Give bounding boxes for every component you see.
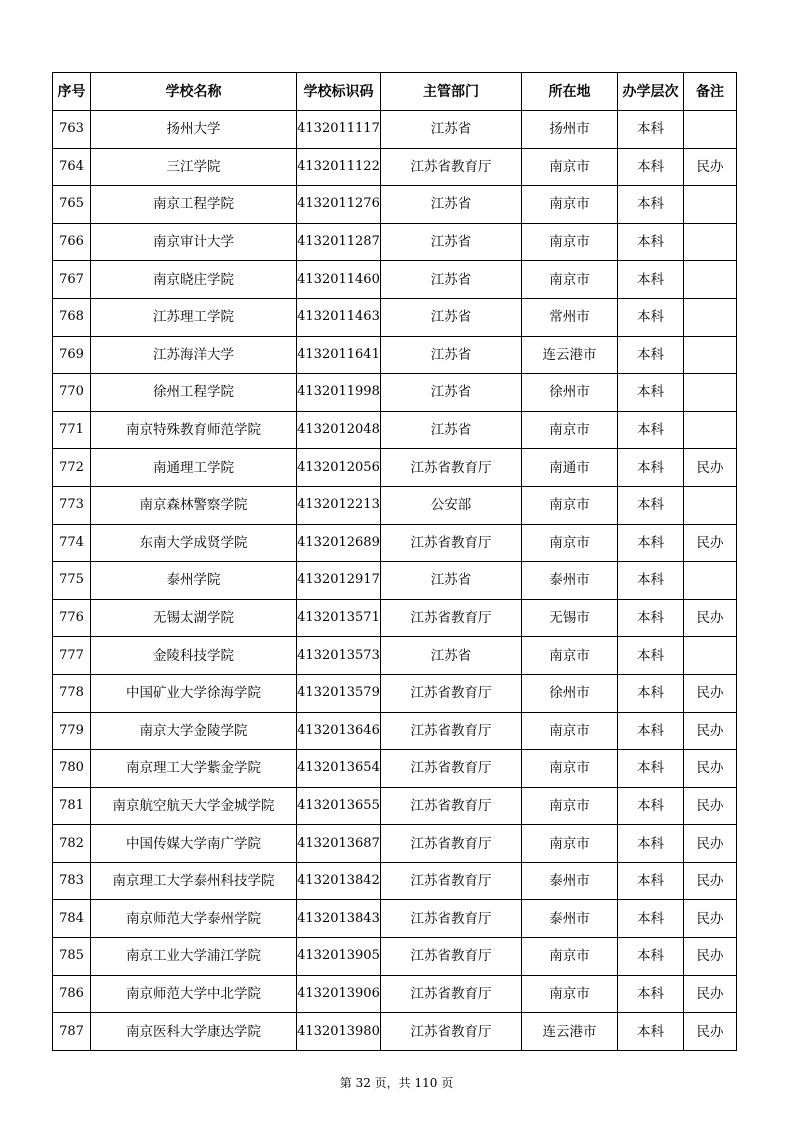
cell-school-code: 4132012213 xyxy=(297,486,381,524)
cell-level: 本科 xyxy=(618,712,684,750)
cell-school-name: 金陵科技学院 xyxy=(91,637,297,675)
table-row xyxy=(53,712,737,750)
cell-level: 本科 xyxy=(618,900,684,938)
cell-level: 本科 xyxy=(618,223,684,261)
cell-authority: 江苏省 xyxy=(381,223,522,261)
cell-school-code: 4132012048 xyxy=(297,411,381,449)
cell-school-code: 4132011998 xyxy=(297,374,381,412)
cell-remark: 民办 xyxy=(684,1013,737,1051)
cell-level: 本科 xyxy=(618,449,684,487)
table-row xyxy=(53,825,737,863)
cell-school-code: 4132011276 xyxy=(297,186,381,224)
cell-school-code: 4132013655 xyxy=(297,787,381,825)
cell-authority: 江苏省 xyxy=(381,336,522,374)
cell-location: 南京市 xyxy=(522,524,618,562)
cell-level: 本科 xyxy=(618,298,684,336)
cell-school-code: 4132013843 xyxy=(297,900,381,938)
cell-school-name: 徐州工程学院 xyxy=(91,374,297,412)
cell-level: 本科 xyxy=(618,148,684,186)
cell-school-code: 4132011641 xyxy=(297,336,381,374)
cell-remark: 民办 xyxy=(684,825,737,863)
cell-level: 本科 xyxy=(618,750,684,788)
cell-location: 扬州市 xyxy=(522,111,618,149)
table-row xyxy=(53,562,737,600)
header-index: 序号 xyxy=(53,73,91,111)
table-header-row xyxy=(53,73,737,111)
cell-index: 773 xyxy=(53,486,91,524)
cell-authority: 江苏省教育厅 xyxy=(381,750,522,788)
cell-remark xyxy=(684,336,737,374)
cell-school-name: 无锡太湖学院 xyxy=(91,599,297,637)
cell-location: 南京市 xyxy=(522,223,618,261)
cell-index: 783 xyxy=(53,862,91,900)
cell-school-name: 南京工程学院 xyxy=(91,186,297,224)
cell-school-code: 4132013906 xyxy=(297,975,381,1013)
table-row xyxy=(53,411,737,449)
cell-authority: 江苏省教育厅 xyxy=(381,938,522,976)
table-row xyxy=(53,637,737,675)
cell-school-name: 东南大学成贤学院 xyxy=(91,524,297,562)
table-row xyxy=(53,223,737,261)
table-row xyxy=(53,524,737,562)
cell-school-code: 4132011460 xyxy=(297,261,381,299)
cell-index: 771 xyxy=(53,411,91,449)
cell-location: 无锡市 xyxy=(522,599,618,637)
cell-location: 常州市 xyxy=(522,298,618,336)
cell-index: 777 xyxy=(53,637,91,675)
cell-location: 南京市 xyxy=(522,975,618,1013)
cell-location: 徐州市 xyxy=(522,674,618,712)
cell-remark: 民办 xyxy=(684,599,737,637)
cell-index: 763 xyxy=(53,111,91,149)
cell-location: 南京市 xyxy=(522,712,618,750)
cell-remark: 民办 xyxy=(684,900,737,938)
cell-school-code: 4132012056 xyxy=(297,449,381,487)
cell-school-name: 中国矿业大学徐海学院 xyxy=(91,674,297,712)
cell-remark: 民办 xyxy=(684,750,737,788)
cell-index: 772 xyxy=(53,449,91,487)
cell-index: 768 xyxy=(53,298,91,336)
cell-school-name: 南京理工大学泰州科技学院 xyxy=(91,862,297,900)
cell-level: 本科 xyxy=(618,825,684,863)
cell-level: 本科 xyxy=(618,411,684,449)
cell-authority: 江苏省 xyxy=(381,186,522,224)
cell-index: 781 xyxy=(53,787,91,825)
cell-authority: 江苏省教育厅 xyxy=(381,862,522,900)
cell-level: 本科 xyxy=(618,637,684,675)
table-row xyxy=(53,938,737,976)
cell-location: 南通市 xyxy=(522,449,618,487)
cell-remark xyxy=(684,486,737,524)
table-row xyxy=(53,674,737,712)
cell-index: 786 xyxy=(53,975,91,1013)
cell-authority: 江苏省教育厅 xyxy=(381,674,522,712)
cell-authority: 江苏省 xyxy=(381,374,522,412)
cell-school-name: 南京森林警察学院 xyxy=(91,486,297,524)
cell-location: 南京市 xyxy=(522,148,618,186)
cell-location: 南京市 xyxy=(522,637,618,675)
cell-school-name: 江苏海洋大学 xyxy=(91,336,297,374)
cell-school-code: 4132013579 xyxy=(297,674,381,712)
table-row xyxy=(53,336,737,374)
table-row xyxy=(53,111,737,149)
header-level: 办学层次 xyxy=(618,73,684,111)
cell-remark: 民办 xyxy=(684,975,737,1013)
cell-index: 780 xyxy=(53,750,91,788)
header-authority: 主管部门 xyxy=(381,73,522,111)
cell-index: 765 xyxy=(53,186,91,224)
table-row xyxy=(53,186,737,224)
cell-level: 本科 xyxy=(618,862,684,900)
cell-location: 泰州市 xyxy=(522,562,618,600)
table-row xyxy=(53,599,737,637)
cell-level: 本科 xyxy=(618,374,684,412)
cell-remark: 民办 xyxy=(684,674,737,712)
cell-index: 776 xyxy=(53,599,91,637)
cell-authority: 江苏省 xyxy=(381,411,522,449)
cell-authority: 江苏省教育厅 xyxy=(381,524,522,562)
cell-remark xyxy=(684,261,737,299)
cell-level: 本科 xyxy=(618,1013,684,1051)
cell-remark xyxy=(684,298,737,336)
table-row xyxy=(53,750,737,788)
cell-authority: 江苏省教育厅 xyxy=(381,787,522,825)
table-row xyxy=(53,261,737,299)
cell-location: 泰州市 xyxy=(522,862,618,900)
cell-level: 本科 xyxy=(618,336,684,374)
cell-index: 769 xyxy=(53,336,91,374)
cell-level: 本科 xyxy=(618,186,684,224)
cell-remark xyxy=(684,411,737,449)
table-row xyxy=(53,1013,737,1051)
cell-authority: 江苏省 xyxy=(381,298,522,336)
cell-authority: 江苏省 xyxy=(381,637,522,675)
table-row xyxy=(53,374,737,412)
cell-location: 南京市 xyxy=(522,825,618,863)
cell-school-code: 4132013571 xyxy=(297,599,381,637)
table-row xyxy=(53,787,737,825)
cell-remark xyxy=(684,186,737,224)
cell-school-code: 4132013654 xyxy=(297,750,381,788)
cell-index: 766 xyxy=(53,223,91,261)
cell-school-name: 中国传媒大学南广学院 xyxy=(91,825,297,863)
cell-index: 778 xyxy=(53,674,91,712)
table-row xyxy=(53,298,737,336)
cell-school-code: 4132013573 xyxy=(297,637,381,675)
table-row xyxy=(53,449,737,487)
cell-location: 南京市 xyxy=(522,486,618,524)
cell-authority: 江苏省教育厅 xyxy=(381,148,522,186)
cell-authority: 江苏省教育厅 xyxy=(381,1013,522,1051)
cell-remark: 民办 xyxy=(684,862,737,900)
cell-index: 774 xyxy=(53,524,91,562)
cell-school-code: 4132013980 xyxy=(297,1013,381,1051)
cell-authority: 江苏省教育厅 xyxy=(381,449,522,487)
cell-school-name: 南京审计大学 xyxy=(91,223,297,261)
table-row xyxy=(53,862,737,900)
cell-location: 徐州市 xyxy=(522,374,618,412)
cell-school-code: 4132013646 xyxy=(297,712,381,750)
cell-index: 764 xyxy=(53,148,91,186)
cell-index: 767 xyxy=(53,261,91,299)
cell-school-name: 江苏理工学院 xyxy=(91,298,297,336)
cell-school-name: 南京师范大学泰州学院 xyxy=(91,900,297,938)
cell-school-name: 南通理工学院 xyxy=(91,449,297,487)
header-location: 所在地 xyxy=(522,73,618,111)
cell-level: 本科 xyxy=(618,111,684,149)
cell-level: 本科 xyxy=(618,562,684,600)
cell-school-name: 南京师范大学中北学院 xyxy=(91,975,297,1013)
cell-school-name: 南京大学金陵学院 xyxy=(91,712,297,750)
cell-index: 782 xyxy=(53,825,91,863)
cell-school-code: 4132011122 xyxy=(297,148,381,186)
cell-location: 连云港市 xyxy=(522,1013,618,1051)
cell-school-code: 4132011117 xyxy=(297,111,381,149)
cell-index: 785 xyxy=(53,938,91,976)
cell-school-name: 泰州学院 xyxy=(91,562,297,600)
cell-remark: 民办 xyxy=(684,449,737,487)
cell-authority: 江苏省 xyxy=(381,261,522,299)
cell-school-code: 4132012689 xyxy=(297,524,381,562)
cell-index: 775 xyxy=(53,562,91,600)
cell-school-name: 南京理工大学紫金学院 xyxy=(91,750,297,788)
cell-school-name: 扬州大学 xyxy=(91,111,297,149)
cell-school-code: 4132011463 xyxy=(297,298,381,336)
header-school-code: 学校标识码 xyxy=(297,73,381,111)
cell-school-code: 4132013687 xyxy=(297,825,381,863)
school-list-table xyxy=(52,72,737,1051)
cell-remark: 民办 xyxy=(684,938,737,976)
cell-remark: 民办 xyxy=(684,148,737,186)
cell-school-code: 4132011287 xyxy=(297,223,381,261)
cell-authority: 江苏省教育厅 xyxy=(381,975,522,1013)
cell-level: 本科 xyxy=(618,524,684,562)
cell-school-name: 南京航空航天大学金城学院 xyxy=(91,787,297,825)
cell-school-code: 4132013905 xyxy=(297,938,381,976)
cell-location: 连云港市 xyxy=(522,336,618,374)
cell-school-code: 4132013842 xyxy=(297,862,381,900)
cell-location: 南京市 xyxy=(522,411,618,449)
cell-remark xyxy=(684,374,737,412)
cell-remark: 民办 xyxy=(684,712,737,750)
cell-school-name: 南京医科大学康达学院 xyxy=(91,1013,297,1051)
cell-remark: 民办 xyxy=(684,787,737,825)
cell-index: 787 xyxy=(53,1013,91,1051)
cell-school-name: 三江学院 xyxy=(91,148,297,186)
cell-school-code: 4132012917 xyxy=(297,562,381,600)
cell-authority: 江苏省 xyxy=(381,111,522,149)
cell-school-name: 南京特殊教育师范学院 xyxy=(91,411,297,449)
cell-location: 南京市 xyxy=(522,938,618,976)
cell-location: 南京市 xyxy=(522,787,618,825)
cell-level: 本科 xyxy=(618,787,684,825)
header-remark: 备注 xyxy=(684,73,737,111)
cell-remark xyxy=(684,637,737,675)
cell-location: 南京市 xyxy=(522,261,618,299)
cell-level: 本科 xyxy=(618,938,684,976)
cell-authority: 江苏省教育厅 xyxy=(381,712,522,750)
cell-level: 本科 xyxy=(618,599,684,637)
cell-level: 本科 xyxy=(618,486,684,524)
cell-remark: 民办 xyxy=(684,524,737,562)
cell-index: 779 xyxy=(53,712,91,750)
cell-authority: 江苏省教育厅 xyxy=(381,900,522,938)
cell-school-name: 南京晓庄学院 xyxy=(91,261,297,299)
table-row xyxy=(53,900,737,938)
cell-authority: 江苏省教育厅 xyxy=(381,825,522,863)
cell-authority: 江苏省 xyxy=(381,562,522,600)
cell-index: 784 xyxy=(53,900,91,938)
cell-remark xyxy=(684,111,737,149)
cell-location: 泰州市 xyxy=(522,900,618,938)
page-footer: 第 32 页，共 110 页 xyxy=(339,1076,454,1090)
cell-location: 南京市 xyxy=(522,186,618,224)
cell-authority: 公安部 xyxy=(381,486,522,524)
table-row xyxy=(53,486,737,524)
cell-index: 770 xyxy=(53,374,91,412)
cell-authority: 江苏省教育厅 xyxy=(381,599,522,637)
table-row xyxy=(53,975,737,1013)
header-school-name: 学校名称 xyxy=(91,73,297,111)
cell-school-name: 南京工业大学浦江学院 xyxy=(91,938,297,976)
cell-level: 本科 xyxy=(618,975,684,1013)
cell-location: 南京市 xyxy=(522,750,618,788)
cell-level: 本科 xyxy=(618,674,684,712)
cell-remark xyxy=(684,562,737,600)
cell-level: 本科 xyxy=(618,261,684,299)
cell-remark xyxy=(684,223,737,261)
table-row xyxy=(53,148,737,186)
